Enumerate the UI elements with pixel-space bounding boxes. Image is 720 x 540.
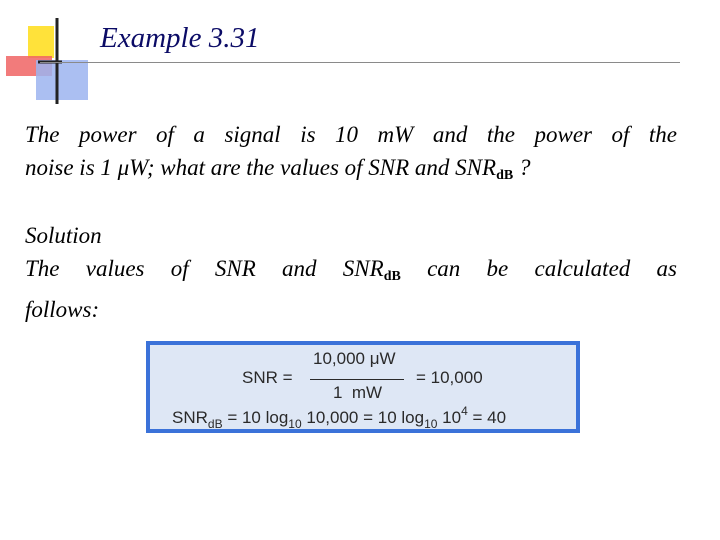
question-text: [25, 118, 677, 192]
question-line-2-text: noise is 1 μW; what are the values of SNR and SNR: [25, 155, 497, 180]
title-divider: [40, 62, 680, 63]
slide-title: Example 3.31: [100, 22, 260, 54]
log-base-1: 10: [288, 417, 302, 431]
snrdb-ten: 10: [437, 408, 462, 427]
snrdb-eq-part-1: = 10 log: [222, 408, 289, 427]
solution-line-2: follows:: [25, 297, 100, 322]
fraction-numerator: 10,000 μW: [313, 349, 396, 368]
decorative-corner-graphic: [0, 0, 100, 110]
snr-result: = 10,000: [416, 368, 483, 387]
fraction-bar: [310, 379, 404, 380]
snrdb-subscript: dB: [207, 417, 223, 431]
solution-text: [25, 219, 677, 326]
solution-line-1-end: can be calculated as: [400, 256, 677, 281]
snr-label: SNR =: [242, 368, 293, 387]
fraction-denominator: 1 mW: [333, 383, 383, 402]
solution-heading: Solution: [25, 223, 102, 248]
question-line-2: [25, 151, 677, 192]
snrdb-equation: [172, 404, 506, 431]
solution-line-1: [25, 252, 677, 293]
exponent: 4: [461, 404, 468, 418]
db-subscript: dB: [496, 168, 514, 183]
snrdb-eq-part-2: 10,000 = 10 log: [301, 408, 425, 427]
formula-box: [146, 341, 580, 433]
db-subscript: dB: [383, 269, 401, 284]
log-base-2: 10: [424, 417, 438, 431]
snrdb-result: = 40: [467, 408, 507, 427]
snrdb-label: SNR: [172, 408, 208, 427]
solution-line-1-text: The values of SNR and SNR: [25, 256, 384, 281]
question-line-1: The power of a signal is 10 mW and the power of the: [25, 122, 677, 147]
question-mark: ?: [513, 155, 531, 180]
